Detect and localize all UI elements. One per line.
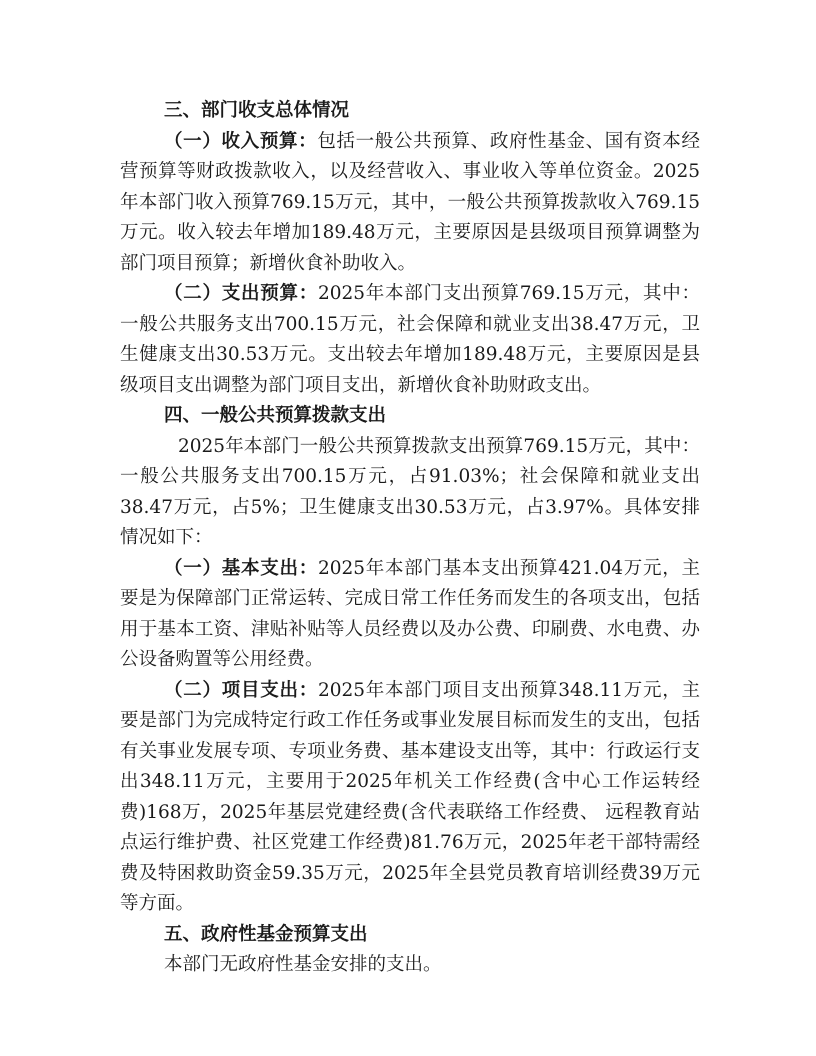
project-expense-paragraph — [120, 676, 700, 920]
section4-heading: 四、一般公共预算拨款支出 — [164, 405, 387, 426]
income-budget-lead: （一）收入预算： — [164, 130, 318, 152]
expense-budget-text: 2025年本部门支出预算769.15万元，其中：一般公共服务支出700.15万元，社会保障和就业支出38.47万元，卫生健康支出30.53万元。支出较去年增加189.48万元，主要原因是县级项目支出调整为部门项目支出，新增伙食补助财政支出。 — [120, 283, 700, 396]
section3-heading: 三、部门收支总体情况 — [164, 100, 350, 121]
government-fund-text: 本部门无政府性基金安排的支出。 — [164, 954, 442, 975]
section5-heading: 五、政府性基金预算支出 — [164, 923, 368, 945]
basic-expense-lead: （一）基本支出： — [164, 557, 318, 579]
basic-expense-paragraph — [120, 554, 700, 676]
general-budget-intro: 2025年本部门一般公共预算拨款支出预算769.15万元，其中：一般公共服务支出700.15万元，占91.03%；社会保障和就业支出38.47万元，占5%；卫生健康支出30.53万元，占3.97%。具体安排情况如下： — [120, 435, 700, 548]
document-body — [120, 96, 700, 981]
expense-budget-paragraph — [120, 279, 700, 401]
income-budget-text: 包括一般公共预算、政府性基金、国有资本经营预算等财政拨款收入，以及经营收入、事业收入等单位资金。2025年本部门收入预算769.15万元，其中，一般公共预算拨款收入769.15万元。收入较去年增加189.48万元，主要原因是县级项目预算调整为部门项目预算；新增伙食补助收入。 — [120, 130, 700, 274]
income-budget-paragraph — [120, 127, 700, 280]
basic-expense-text: 2025年本部门基本支出预算421.04万元，主要是为保障部门正常运转、完成日常工作任务而发生的各项支出，包括用于基本工资、津贴补贴等人员经费以及办公费、印刷费、水电费、办公设备购置等公用经费。 — [120, 557, 700, 670]
project-expense-lead: （二）项目支出： — [164, 679, 318, 701]
project-expense-text: 2025年本部门项目支出预算348.11万元，主要是部门为完成特定行政工作任务或事业发展目标而发生的支出，包括有关事业发展专项、专项业务费、基本建设支出等，其中：行政运行支出348.11万元，主要用于2025年机关工作经费(含中心工作运转经费)168万，2025年基层党建经费(含代表联络工作经费、 远程教育站点运行维护费、社区党建工作经费)81.76万元，2025年老干部特需经费及特困救助资金59.35万元，2025年全县党员教育培训经费39万元等方面。 — [120, 679, 700, 914]
expense-budget-lead: （二）支出预算： — [164, 283, 318, 304]
